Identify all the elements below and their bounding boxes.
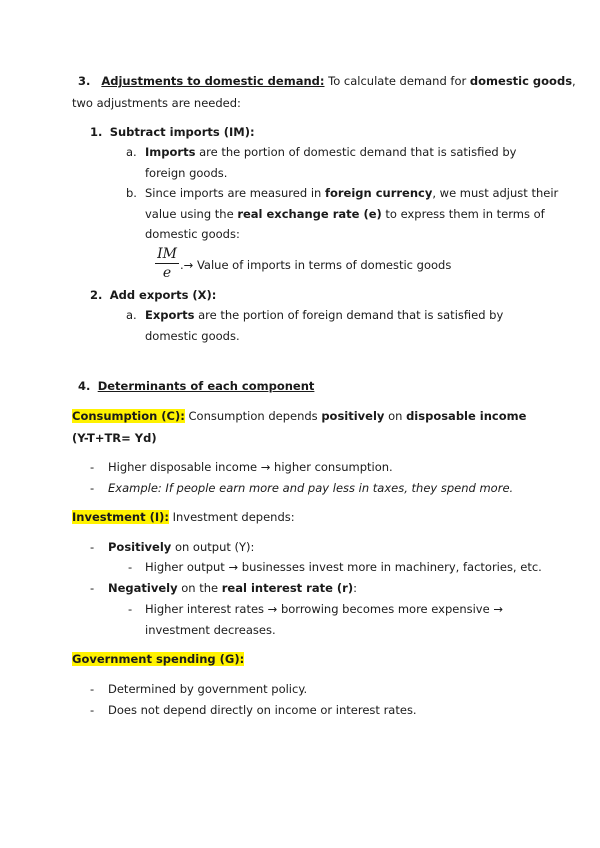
section-number: 3.: [78, 74, 91, 88]
text: on output (Y):: [171, 540, 255, 554]
item-title: Subtract imports (IM):: [109, 125, 255, 139]
term-real-exchange-rate: real exchange rate (e): [237, 207, 382, 221]
term-positively: Positively: [108, 540, 172, 554]
text: , we must adjust their: [432, 186, 559, 200]
intro-punct: ,: [572, 74, 576, 88]
item-1-title: [90, 124, 255, 140]
intro-bold: domestic goods: [469, 74, 573, 88]
consumption-bullet-2: [108, 480, 513, 496]
consumption-line1: [72, 408, 526, 424]
bullet-dash: -: [90, 540, 95, 554]
consumption-bullet-1: Higher disposable income → higher consumption.: [108, 460, 393, 474]
government-bullet-2: Does not depend directly on income or interest rates.: [108, 703, 417, 717]
term-positively: positively: [321, 409, 385, 423]
term-imports: Imports: [145, 145, 196, 159]
term-exports: Exports: [145, 308, 195, 322]
bullet-dash: -: [90, 481, 95, 495]
item-1a-line2: foreign goods.: [145, 166, 228, 180]
term-negatively: Negatively: [108, 581, 178, 595]
item-1b-line2: [145, 206, 545, 222]
bullet-dash: -: [90, 581, 95, 595]
disposable-income-formula: (Y-T+TR= Yd): [72, 431, 157, 445]
section-heading: Adjustments to domestic demand:: [101, 74, 325, 88]
text: :: [353, 581, 357, 595]
investment-label: Investment (I):: [72, 510, 169, 524]
bullet-dash: -: [90, 703, 95, 717]
investment-sub-bullet-1: Higher output → businesses invest more in machinery, factories, etc.: [145, 560, 542, 574]
text: Consumption depends: [184, 409, 322, 423]
section-4-heading-line: [78, 378, 314, 394]
bullet-dash: -: [90, 682, 95, 696]
text: to express them in terms of: [381, 207, 545, 221]
text: Investment depends:: [168, 510, 295, 524]
fraction-numerator: IM: [157, 246, 177, 262]
item-2a-line1: [145, 307, 503, 323]
text: value using the: [145, 207, 238, 221]
text: on the: [177, 581, 222, 595]
investment-sub-bullet-2-line1: Higher interest rates → borrowing becomes more expensive →: [145, 602, 503, 616]
bullet-dash: -: [90, 460, 95, 474]
item-number: 2.: [90, 288, 103, 302]
intro-line-2: two adjustments are needed:: [72, 96, 241, 110]
bullet-dash: -: [128, 602, 133, 616]
item-1b-line3: domestic goods:: [145, 227, 240, 241]
item-1b-letter: b.: [126, 186, 137, 200]
term-disposable-income: disposable income: [406, 409, 527, 423]
government-line: [72, 651, 244, 667]
text: are the portion of foreign demand that is satisfied by: [194, 308, 504, 322]
text: Since imports are measured in: [145, 186, 325, 200]
item-2a-line2: domestic goods.: [145, 329, 240, 343]
investment-sub-bullet-2-line2: investment decreases.: [145, 623, 276, 637]
item-number: 1.: [90, 125, 103, 139]
investment-bullet-2: [108, 580, 357, 596]
bullet-dash: -: [128, 560, 133, 574]
government-label: Government spending (G):: [72, 652, 245, 666]
section-number: 4.: [78, 379, 91, 393]
fraction-description: .→ Value of imports in terms of domestic goods: [180, 258, 452, 272]
consumption-line2: [72, 430, 157, 446]
item-1b-line1: [145, 185, 558, 201]
intro-text: To calculate demand for: [324, 74, 470, 88]
government-bullet-1: Determined by government policy.: [108, 682, 308, 696]
term-real-interest-rate: real interest rate (r): [221, 581, 354, 595]
example-text: Example: If people earn more and pay less in taxes, they spend more.: [108, 481, 514, 495]
investment-line1: [72, 509, 295, 525]
text: are the portion of domestic demand that is satisfied by: [195, 145, 517, 159]
term-foreign-currency: foreign currency: [324, 186, 433, 200]
item-2-title: [90, 287, 216, 303]
item-2a-letter: a.: [126, 308, 137, 322]
item-title: Add exports (X):: [109, 288, 217, 302]
fraction-denominator: e: [162, 265, 172, 281]
consumption-label: Consumption (C):: [72, 409, 185, 423]
section-heading: Determinants of each component: [97, 379, 315, 393]
fraction-im-over-e: [154, 245, 180, 282]
investment-bullet-1: [108, 539, 254, 555]
item-1a-line1: [145, 144, 516, 160]
text: on: [384, 409, 407, 423]
item-1a-letter: a.: [126, 145, 137, 159]
section-3-heading-line: [78, 73, 576, 89]
